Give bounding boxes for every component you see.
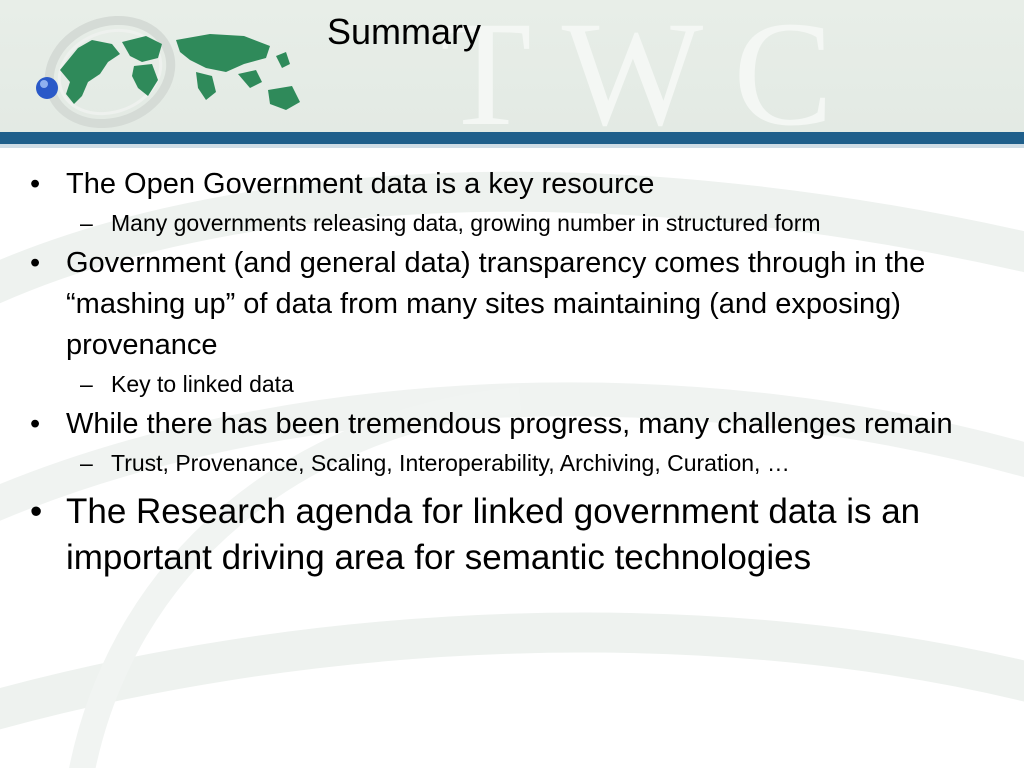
bullet-marker: • bbox=[30, 168, 41, 200]
header-divider-shadow bbox=[0, 144, 1024, 148]
bullet-item bbox=[30, 489, 1000, 581]
bullet-item bbox=[30, 164, 1000, 205]
bullet-item bbox=[30, 404, 1000, 445]
svg-text:TWC: TWC bbox=[440, 0, 864, 132]
bullet-item bbox=[30, 243, 1000, 366]
bullet-text: Government (and general data) transparency comes through in the “mashing up” of data from many sites maintaining (and exposing) provenance bbox=[66, 247, 926, 361]
bullet-text: The Research agenda for linked government data is an important driving area for semantic technologies bbox=[66, 492, 921, 577]
sub-bullet-item bbox=[30, 207, 1000, 239]
sub-bullet-text: Many governments releasing data, growing number in structured form bbox=[111, 210, 821, 236]
bullet-text: While there has been tremendous progress, many challenges remain bbox=[66, 408, 953, 440]
world-globe-logo bbox=[30, 10, 320, 128]
sub-bullet-item bbox=[30, 447, 1000, 479]
sub-bullet-marker: – bbox=[80, 210, 93, 236]
bullet-list bbox=[30, 160, 1000, 581]
sub-bullet-text: Trust, Provenance, Scaling, Interoperability, Archiving, Curation, … bbox=[111, 450, 790, 476]
bullet-text: The Open Government data is a key resource bbox=[66, 168, 655, 200]
bullet-marker: • bbox=[30, 408, 41, 440]
header-divider bbox=[0, 132, 1024, 144]
slide-title: Summary bbox=[327, 11, 482, 52]
sub-bullet-text: Key to linked data bbox=[111, 371, 294, 397]
sub-bullet-marker: – bbox=[80, 450, 93, 476]
sub-bullet-item bbox=[30, 368, 1000, 400]
bullet-marker: • bbox=[30, 247, 41, 279]
sub-bullet-marker: – bbox=[80, 371, 93, 397]
bullet-marker: • bbox=[30, 492, 43, 531]
